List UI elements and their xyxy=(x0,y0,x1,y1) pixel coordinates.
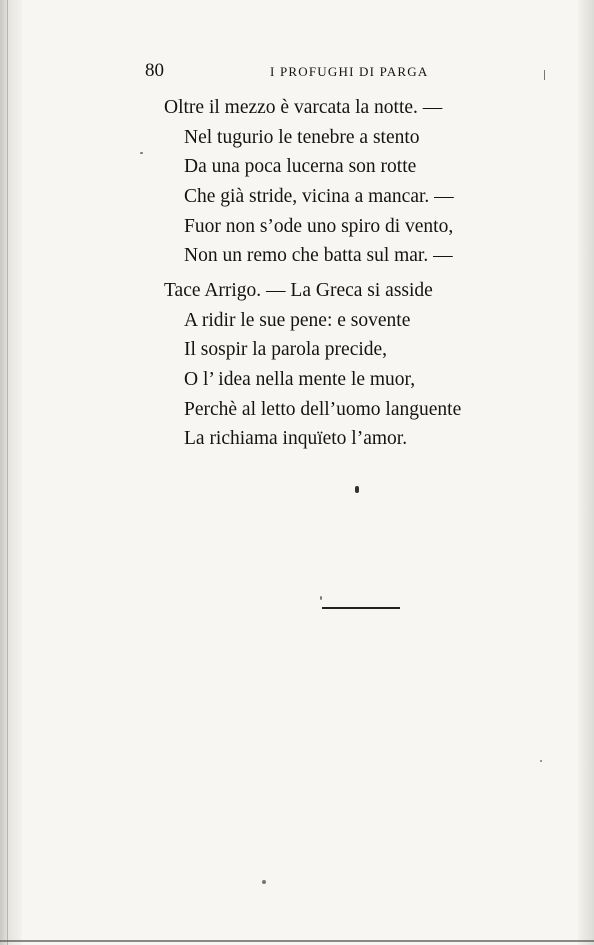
verse-line: Fuor non s’ode uno spiro di vento, xyxy=(184,215,454,237)
verse-line: Oltre il mezzo è varcata la notte. — xyxy=(164,97,443,118)
running-header xyxy=(145,60,445,84)
verse-line: Perchè al letto dell’uomo languente xyxy=(184,398,462,420)
stanza-2 xyxy=(164,276,461,454)
stanza-1 xyxy=(164,93,454,271)
verse-line: Nel tugurio le tenebre a stento xyxy=(184,126,420,148)
verse-line: Il sospir la parola precide, xyxy=(184,339,388,361)
verse-line: Che già stride, vicina a mancar. — xyxy=(184,186,454,208)
running-title: I PROFUGHI DI PARGA xyxy=(270,64,429,79)
ink-mark xyxy=(355,486,359,493)
verse-line: A ridir le sue pene: e sovente xyxy=(184,309,411,331)
verse-line: Da una poca lucerna son rotte xyxy=(184,156,417,178)
end-rule xyxy=(322,607,400,609)
binding-shadow-line xyxy=(7,0,8,945)
verse-line: Tace Arrigo. — La Greca si asside xyxy=(164,280,433,301)
page-right-edge xyxy=(578,0,594,945)
binding-edge xyxy=(0,0,22,945)
page-number: 80 xyxy=(145,60,164,81)
verse-line: O l’ idea nella mente le muor, xyxy=(184,369,416,391)
page-bottom-edge xyxy=(0,940,594,942)
verse-line: La richiama inquïeto l’amor. xyxy=(184,428,408,450)
verse-line: Non un remo che batta sul mar. — xyxy=(184,245,453,267)
